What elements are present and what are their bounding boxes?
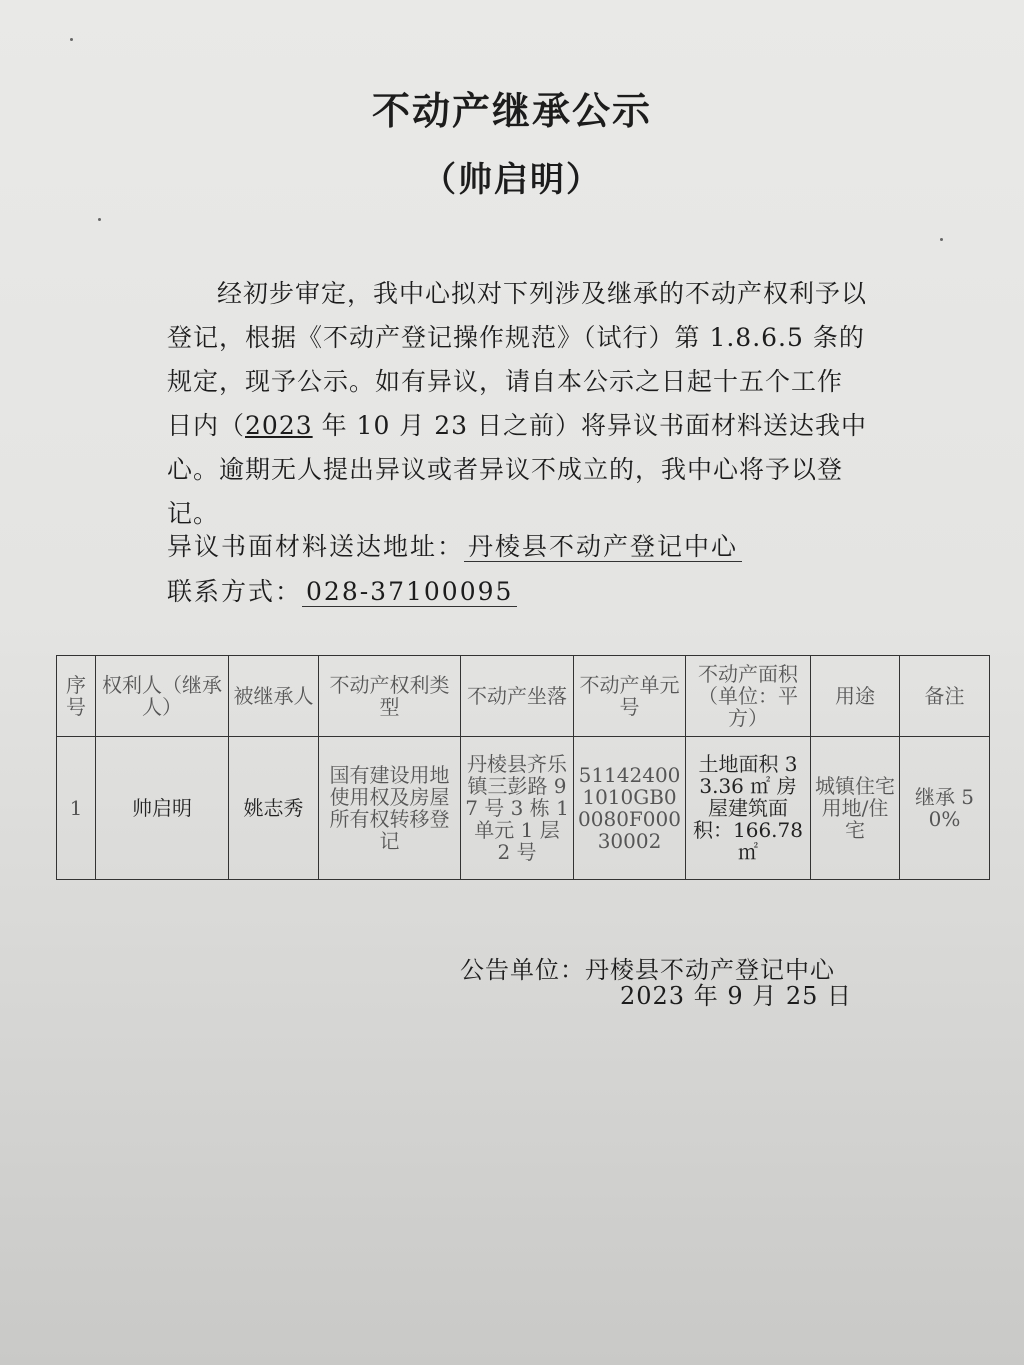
- paper-speck: [940, 238, 943, 241]
- contact-line: [167, 572, 517, 608]
- notice-paragraph: [167, 272, 867, 536]
- notice-unit: 公告单位：丹棱县不动产登记中心: [460, 956, 835, 984]
- header-area: 不动产面积（单位：平方）: [686, 656, 811, 737]
- cell-area: 土地面积 33.36 ㎡ 房屋建筑面积：166.78 ㎡: [686, 737, 811, 880]
- cell-right-holder: 帅启明: [96, 737, 229, 880]
- document-subtitle: （帅启明）: [422, 160, 602, 200]
- address-value: 丹棱县不动产登记中心: [464, 532, 742, 562]
- header-remarks: 备注: [900, 656, 990, 737]
- address-line: [167, 527, 742, 563]
- cell-unit-number: 511424001010GB00080F00030002: [574, 737, 686, 880]
- paragraph-year: 2023: [245, 411, 313, 440]
- header-decedent: 被继承人: [229, 656, 319, 737]
- header-right-type: 不动产权利类型: [319, 656, 461, 737]
- cell-index: 1: [57, 737, 96, 880]
- header-location: 不动产坐落: [461, 656, 574, 737]
- paper-speck: [70, 38, 73, 41]
- contact-label: 联系方式：: [167, 577, 303, 606]
- table-header-row: [57, 656, 990, 737]
- header-index: 序号: [57, 656, 96, 737]
- cell-location: 丹棱县齐乐镇三彭路 97 号 3 栋 1 单元 1 层 2 号: [461, 737, 574, 880]
- table-row: [57, 737, 990, 880]
- address-label: 异议书面材料送达地址：: [167, 532, 465, 561]
- header-usage: 用途: [811, 656, 900, 737]
- cell-right-type: 国有建设用地使用权及房屋所有权转移登记: [319, 737, 461, 880]
- cell-usage: 城镇住宅用地/住宅: [811, 737, 900, 880]
- paragraph-part2: 年 10 月 23 日之前）将异议书面材料送达我中心。逾期无人提出异议或者异议不成立的，我中心将予以登记。: [167, 411, 867, 528]
- notice-date: 2023 年 9 月 25 日: [620, 982, 853, 1010]
- paper-speck: [98, 218, 101, 221]
- header-right-holder: 权利人（继承人）: [96, 656, 229, 737]
- document-title: 不动产继承公示: [371, 88, 652, 133]
- header-unit-number: 不动产单元号: [574, 656, 686, 737]
- inheritance-table: [56, 655, 990, 880]
- contact-value: 028-37100095: [302, 577, 517, 607]
- cell-remarks: 继承 50%: [900, 737, 990, 880]
- paragraph-part1: 经初步审定，我中心拟对下列涉及继承的不动产权利予以登记，根据《不动产登记操作规范》（试行）第 1.8.6.5 条的规定，现予公示。如有异议，请自本公示之日起十五个工作日内（: [167, 279, 868, 440]
- cell-decedent: 姚志秀: [229, 737, 319, 880]
